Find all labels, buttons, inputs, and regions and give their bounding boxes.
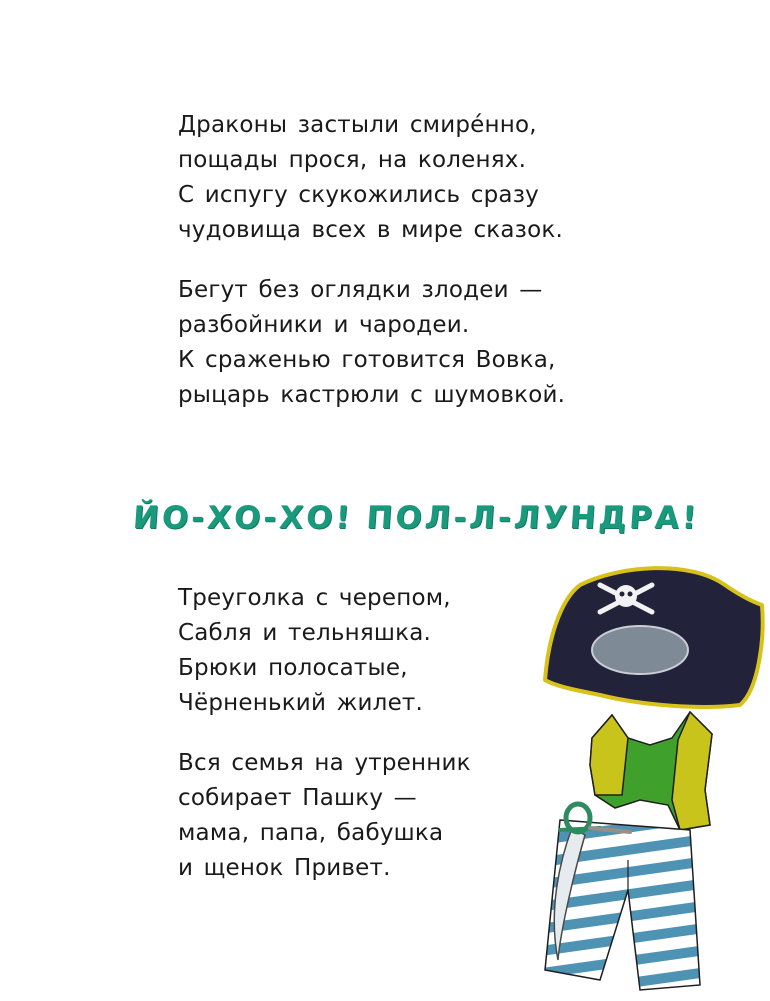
poem-2-stanza-1 <box>178 581 451 721</box>
verse-line: собирает Пашку — <box>178 785 417 811</box>
pirate-hat-icon <box>545 568 763 707</box>
poem-2-title: ЙО-ХО-ХО! ПОЛ-Л-ЛУНДРА! <box>131 500 701 536</box>
poem-2-stanza-2 <box>178 746 471 886</box>
verse-line: Бегут без оглядки злодеи — <box>178 277 543 303</box>
verse-line: Сабля и тельняшка. <box>178 620 432 646</box>
pirate-costume-illustration <box>500 555 770 1001</box>
verse-line: Вся семья на утренник <box>178 750 471 776</box>
verse-line: пощады прося, на коленях. <box>178 147 527 173</box>
vest-icon <box>590 712 712 830</box>
verse-line: С испугу скукожились сразу <box>178 182 539 208</box>
verse-line: К сраженью готовится Вовка, <box>178 347 556 373</box>
verse-line: разбойники и чародеи. <box>178 312 470 338</box>
verse-line: мама, папа, бабушка <box>178 820 444 846</box>
verse-line: чудовища всех в мире сказок. <box>178 217 563 243</box>
verse-line: Брюки полосатые, <box>178 655 408 681</box>
verse-line: рыцарь кастрюли с шумовкой. <box>178 382 566 408</box>
poem-1-stanza-1 <box>178 108 563 248</box>
verse-line: Драконы застыли смире́нно, <box>178 112 537 138</box>
verse-line: Чёрненький жилет. <box>178 690 424 716</box>
verse-line: Треуголка с черепом, <box>178 585 451 611</box>
verse-line: и щенок Привет. <box>178 855 391 881</box>
poem-1-stanza-2 <box>178 273 565 413</box>
